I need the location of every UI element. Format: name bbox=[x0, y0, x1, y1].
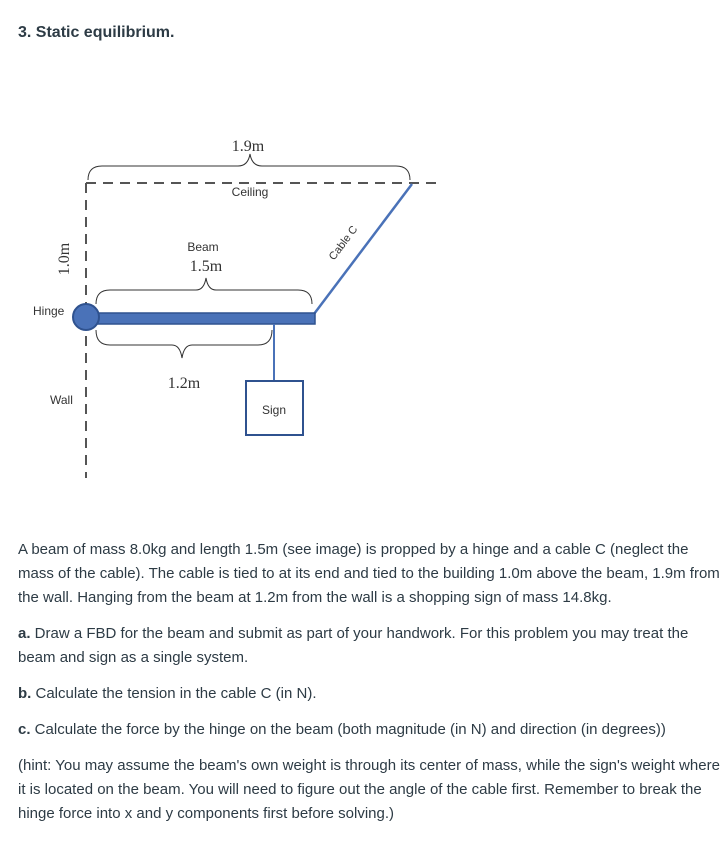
top-dimension-label: 1.9m bbox=[231, 138, 265, 155]
hinge-label: Hinge bbox=[33, 304, 65, 318]
part-a-text: Draw a FBD for the beam and submit as part of your handwork. For this problem you may treat the beam and sign as a single system. bbox=[18, 625, 689, 666]
wall-label: Wall bbox=[50, 393, 73, 407]
part-b-text: Calculate the tension in the cable C (in N). bbox=[31, 685, 317, 702]
hint: (hint: You may assume the beam's own weight is through its center of mass, while the sign's weight where it is located on the beam. You will need to figure out the angle of the cable first. Remember to break the hinge force into x and y components first before solving.) bbox=[18, 757, 720, 822]
top-dimension-brace bbox=[88, 154, 410, 180]
part-c-text: Calculate the force by the hinge on the beam (both magnitude (in N) and direction (in degrees)) bbox=[30, 721, 666, 738]
problem-title: 3. Static equilibrium. bbox=[18, 24, 175, 41]
sign-distance-brace bbox=[96, 330, 272, 358]
beam bbox=[90, 313, 315, 324]
part-c bbox=[18, 718, 720, 742]
ceiling-label: Ceiling bbox=[231, 185, 269, 199]
cable-c bbox=[314, 184, 412, 314]
sign-label: Sign bbox=[261, 403, 287, 417]
part-a bbox=[18, 622, 720, 670]
problem-text bbox=[18, 538, 720, 838]
cable-label: Cable C bbox=[326, 223, 361, 263]
part-b bbox=[18, 682, 720, 706]
beam-length-label: 1.5m bbox=[189, 258, 223, 275]
beam-length-brace bbox=[96, 278, 312, 304]
sign-distance-label: 1.2m bbox=[167, 375, 201, 392]
problem-intro: A beam of mass 8.0kg and length 1.5m (see image) is propped by a hinge and a cable C (neglect the mass of the cable). The cable is tied to at its end and tied to the building 1.0m above the beam, 1.9m from the wall. Hanging from the beam at 1.2m from the wall is a shopping sign of mass 14.8kg. bbox=[18, 541, 720, 606]
beam-label: Beam bbox=[187, 240, 219, 254]
part-b-label: b. bbox=[18, 685, 32, 702]
part-c-label: c. bbox=[18, 721, 31, 738]
hinge bbox=[73, 304, 99, 330]
wall-height-label: 1.0m bbox=[56, 242, 73, 276]
part-a-label: a. bbox=[18, 625, 31, 642]
